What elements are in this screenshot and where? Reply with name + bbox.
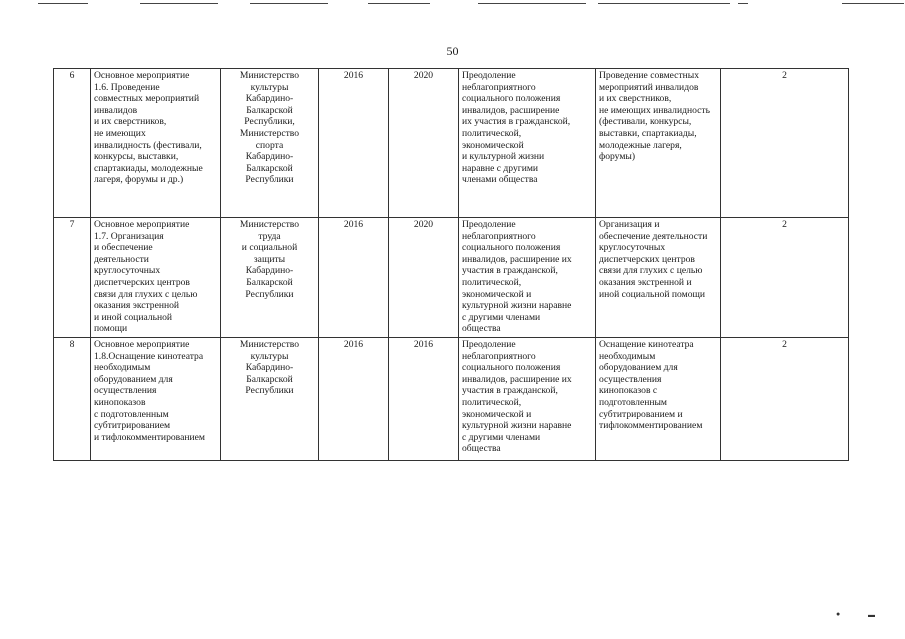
expected-result-cell: Преодоление неблагоприятного социального положения инвалидов, расширение их участия в гражданской, политической, экономической и культурной жизни наравне с другими членами общества xyxy=(459,338,596,461)
scan-speck: ● xyxy=(836,610,841,618)
table-row xyxy=(54,69,849,218)
scan-artifact-line xyxy=(250,3,328,4)
event-cell: Основное мероприятие 1.7. Организация и обеспечение деятельности круглосуточных диспетчерских центров связи для глухих с целью оказания экстренной и иной социальной помощи xyxy=(91,218,221,338)
table-row xyxy=(54,218,849,338)
row-number-cell: 8 xyxy=(54,338,91,461)
start-year-cell: 2016 xyxy=(319,338,389,461)
scan-artifact-line xyxy=(842,3,904,4)
main-direction-cell: Организация и обеспечение деятельности круглосуточных диспетчерских центров связи для глухих с целью оказания экстренной и иной социальной помощи xyxy=(596,218,721,338)
expected-result-cell: Преодоление неблагоприятного социального положения инвалидов, расширение их участия в гражданской, политической, экономической и культурной жизни наравне с другими членами общества xyxy=(459,69,596,218)
row-number-cell: 7 xyxy=(54,218,91,338)
scan-artifact-line xyxy=(140,3,218,4)
row-number-cell: 6 xyxy=(54,69,91,218)
event-cell: Основное мероприятие 1.6. Проведение совместных мероприятий инвалидов и их сверстников, не имеющих инвалидность (фестивали, конкурсы, выставки, спартакиады, молодежные лагеря, форумы и др.) xyxy=(91,69,221,218)
page-number: 50 xyxy=(446,44,459,58)
indicator-cell: 2 xyxy=(721,69,849,218)
end-year-cell: 2020 xyxy=(389,69,459,218)
main-direction-cell: Оснащение кинотеатра необходимым оборудованием для осуществления кинопоказов с подготовленным субтитрированием и тифлокомментированием xyxy=(596,338,721,461)
start-year-cell: 2016 xyxy=(319,218,389,338)
event-cell: Основное мероприятие 1.8.Оснащение кинотеатра необходимым оборудованием для осуществления кинопоказов с подготовленным субтитрированием и тифлокомментированием xyxy=(91,338,221,461)
start-year-cell: 2016 xyxy=(319,69,389,218)
scan-artifact-line xyxy=(478,3,586,4)
expected-result-cell: Преодоление неблагоприятного социального положения инвалидов, расширение их участия в гражданской, политической, экономической и культурной жизни наравне с другими членами общества xyxy=(459,218,596,338)
indicator-cell: 2 xyxy=(721,218,849,338)
main-direction-cell: Проведение совместных мероприятий инвалидов и их сверстников, не имеющих инвалидность (фестивали, конкурсы, выставки, спартакиады, молодежные лагеря, форумы) xyxy=(596,69,721,218)
scan-artifact-line xyxy=(38,3,88,4)
end-year-cell: 2016 xyxy=(389,338,459,461)
program-table xyxy=(53,68,849,461)
executor-cell: Министерство культуры Кабардино- Балкарской Республики, Министерство спорта Кабардино- Балкарской Республики xyxy=(221,69,319,218)
scan-artifact-line xyxy=(598,3,730,4)
scan-artifact-line xyxy=(368,3,430,4)
indicator-cell: 2 xyxy=(721,338,849,461)
scan-speck: ▬ xyxy=(868,611,875,619)
end-year-cell: 2020 xyxy=(389,218,459,338)
executor-cell: Министерство культуры Кабардино- Балкарской Республики xyxy=(221,338,319,461)
executor-cell: Министерство труда и социальной защиты Кабардино- Балкарской Республики xyxy=(221,218,319,338)
scan-artifact-line xyxy=(738,3,748,4)
table-row xyxy=(54,338,849,461)
